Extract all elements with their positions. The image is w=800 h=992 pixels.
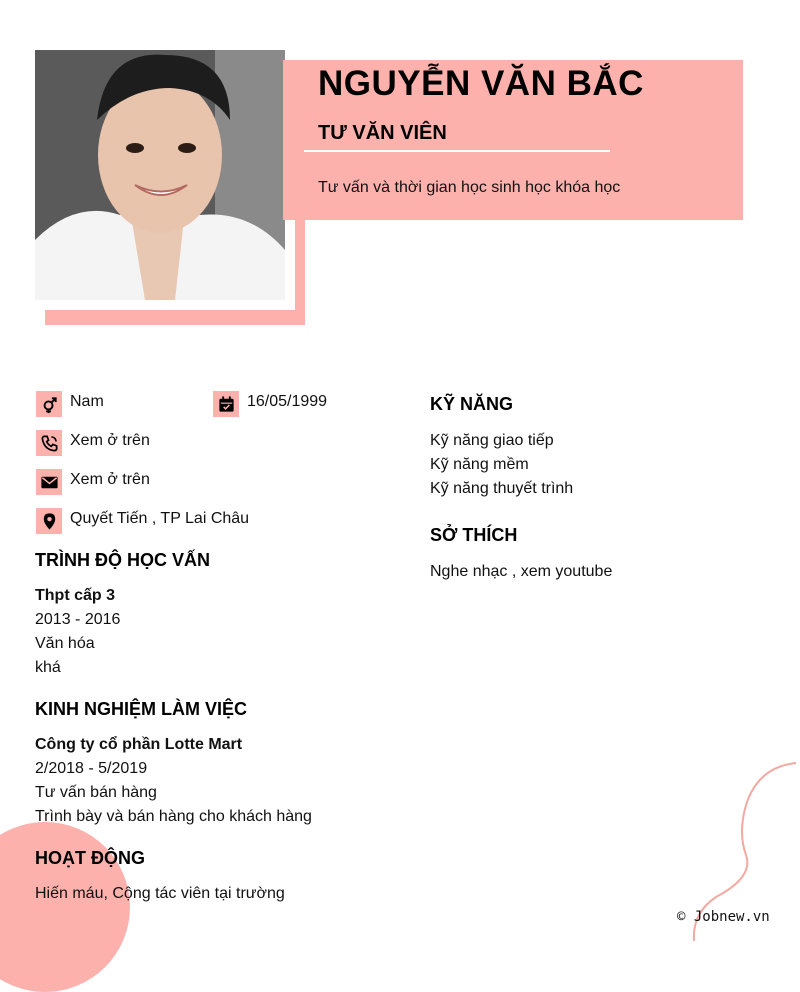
activities-text: Hiến máu, Cộng tác viên tại trường: [35, 885, 285, 902]
title-underline: [304, 150, 610, 152]
hobbies-heading: SỞ THÍCH: [430, 525, 518, 545]
experience-role: Tư vấn bán hàng: [35, 784, 157, 801]
address-value: Quyết Tiến , TP Lai Châu: [70, 510, 250, 527]
email-icon: [36, 469, 62, 495]
education-school: Thpt cấp 3: [35, 587, 116, 604]
experience-period: 2/2018 - 5/2019: [35, 760, 148, 777]
skills-heading: KỸ NĂNG: [430, 394, 514, 414]
education-heading: TRÌNH ĐỘ HỌC VẤN: [35, 550, 210, 570]
skill-item: Kỹ năng giao tiếp: [430, 432, 554, 449]
gender-icon: [36, 391, 62, 417]
education-major: Văn hóa: [35, 635, 95, 652]
profile-photo-illustration: [35, 50, 285, 300]
career-objective: Tư vấn và thời gian học sinh học khóa học: [318, 179, 621, 196]
calendar-icon: [213, 391, 239, 417]
education-period: 2013 - 2016: [35, 611, 121, 628]
phone-value: Xem ở trên: [70, 432, 150, 449]
hobbies-text: Nghe nhạc , xem youtube: [430, 563, 613, 580]
location-icon: [36, 508, 62, 534]
education-grade: khá: [35, 659, 61, 676]
experience-heading: KINH NGHIỆM LÀM VIỆC: [35, 699, 248, 719]
full-name: NGUYỄN VĂN BẮC: [318, 64, 644, 103]
experience-company: Công ty cổ phần Lotte Mart: [35, 736, 243, 753]
skill-item: Kỹ năng mềm: [430, 456, 529, 473]
profile-photo: [35, 50, 285, 300]
phone-icon: [36, 430, 62, 456]
gender-value: Nam: [70, 393, 104, 410]
job-title: TƯ VĂN VIÊN: [318, 122, 447, 144]
activities-heading: HOẠT ĐỘNG: [35, 848, 145, 868]
experience-description: Trình bày và bán hàng cho khách hàng: [35, 808, 312, 825]
birthday-value: 16/05/1999: [247, 393, 328, 410]
skill-item: Kỹ năng thuyết trình: [430, 480, 574, 497]
footer-brand[interactable]: © Jobnew.vn: [677, 909, 770, 925]
email-value: Xem ở trên: [70, 471, 150, 488]
